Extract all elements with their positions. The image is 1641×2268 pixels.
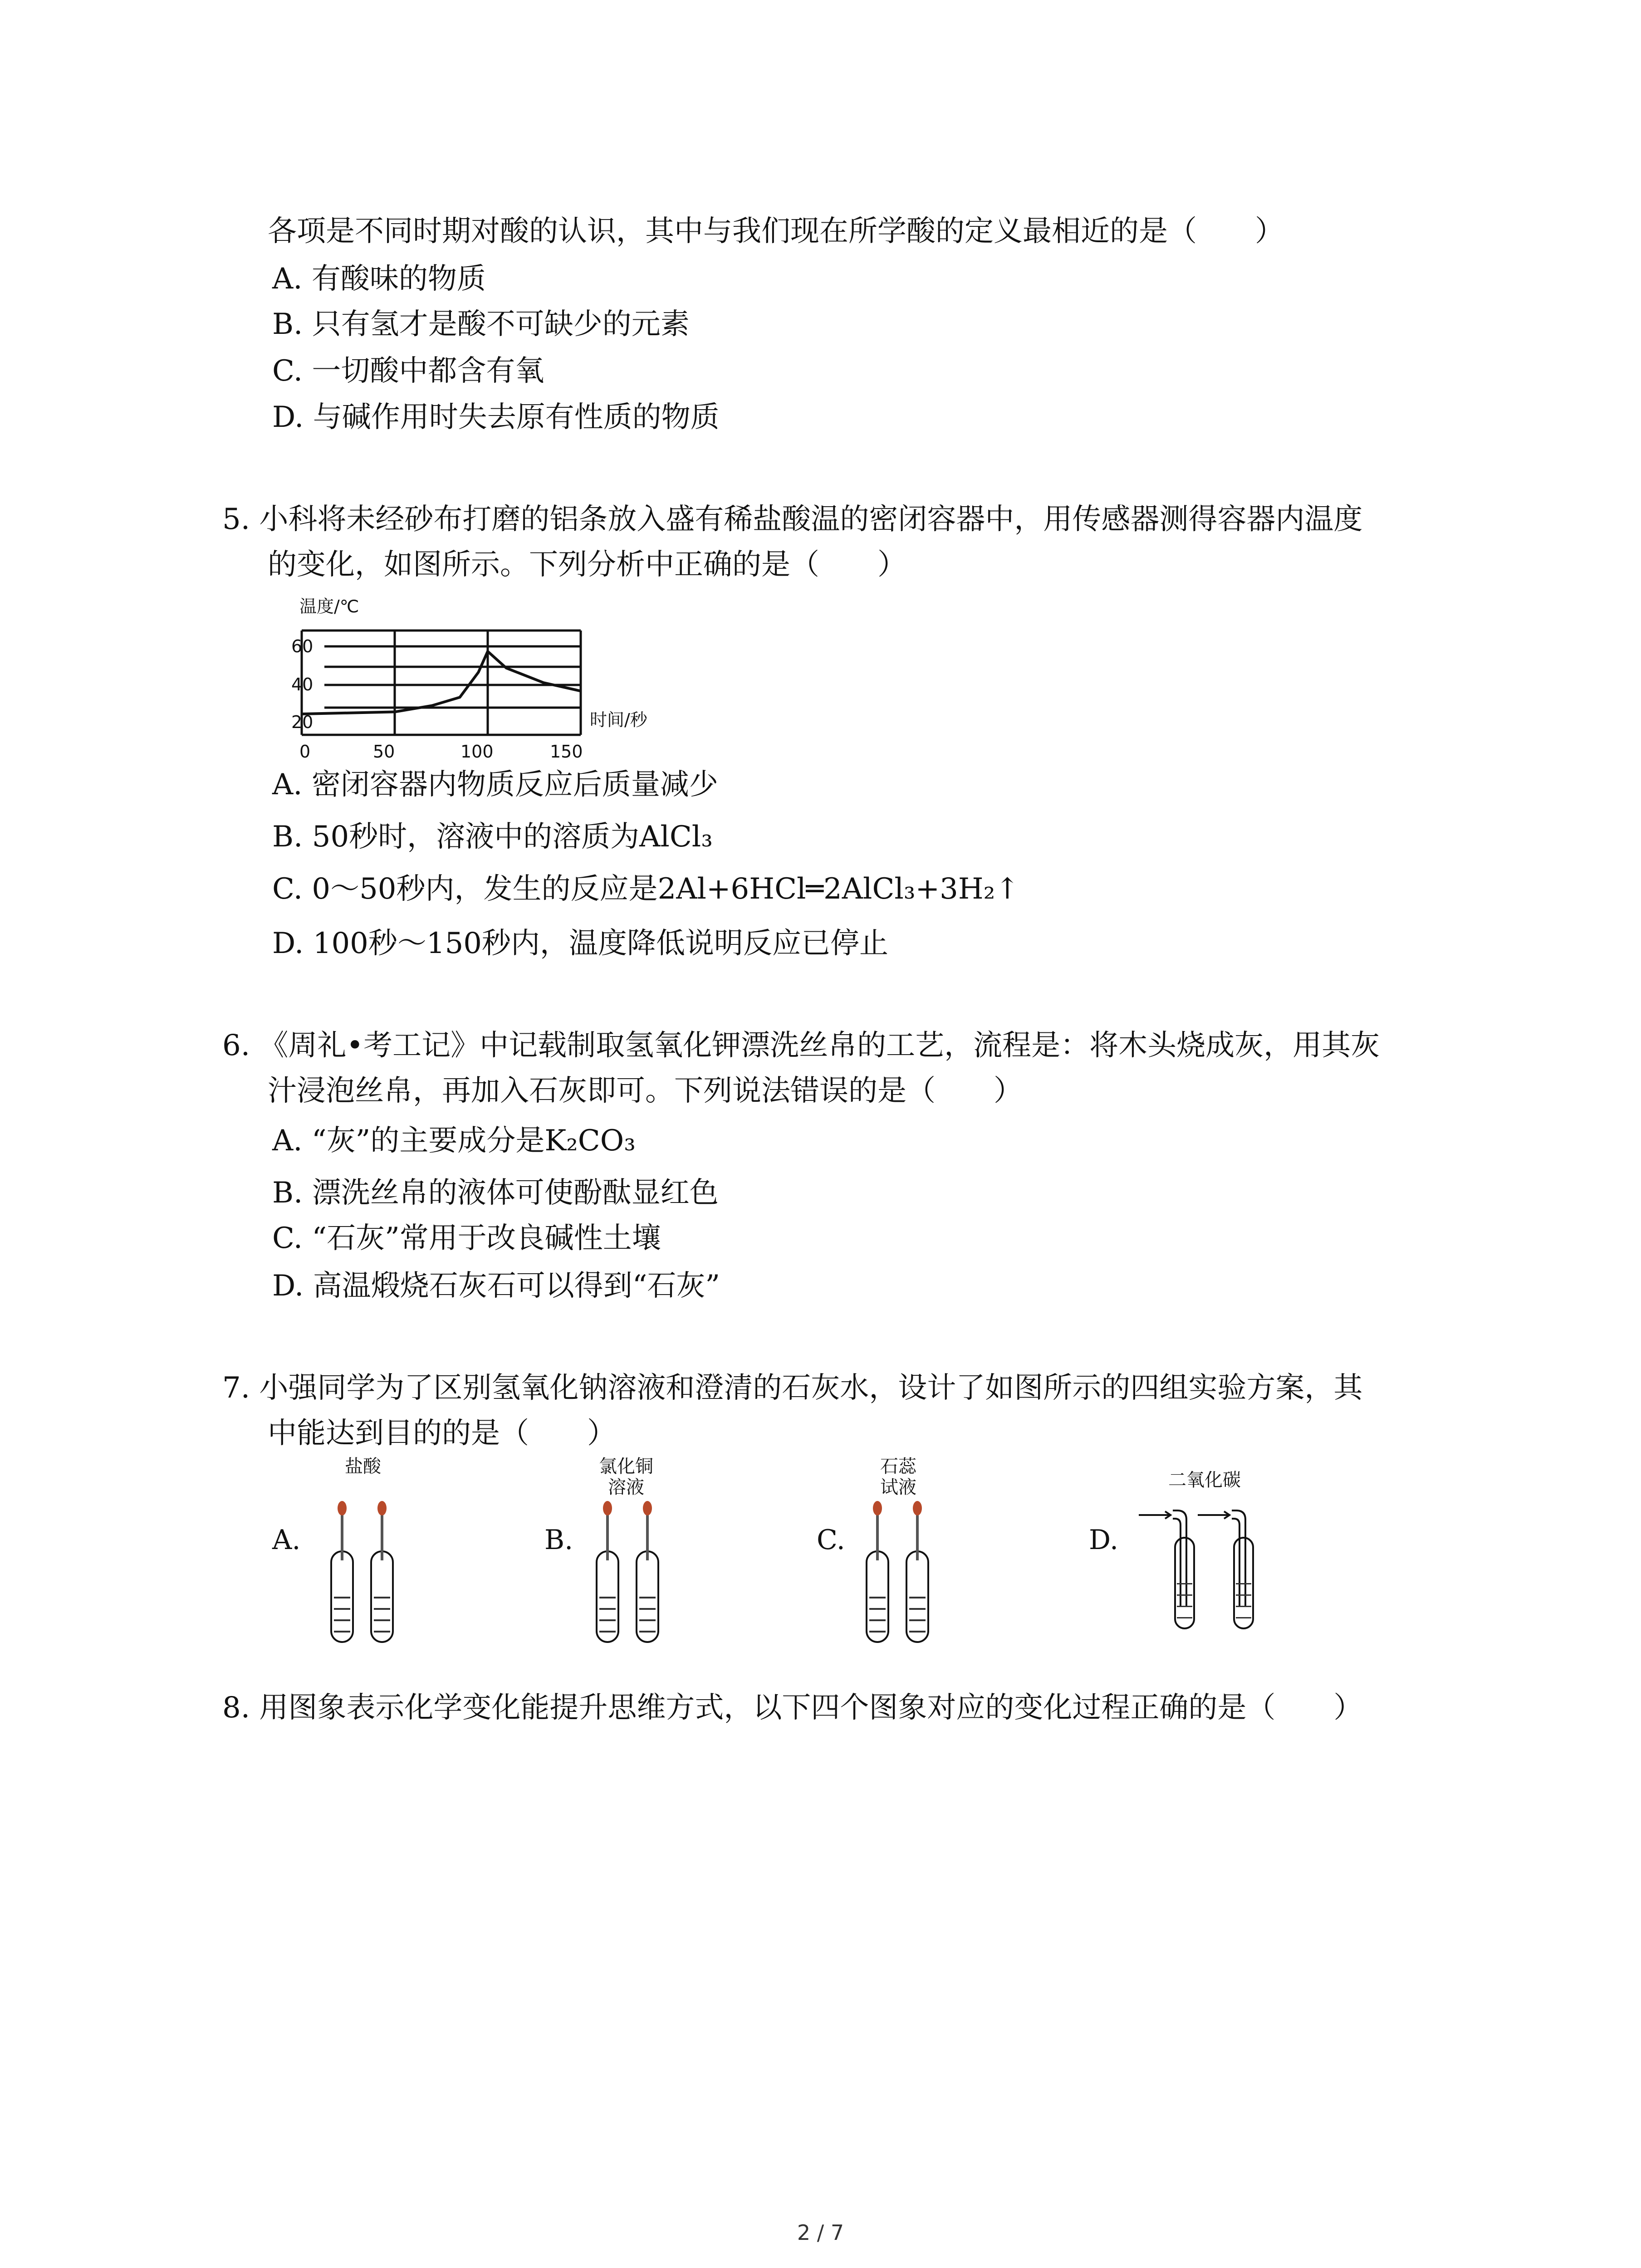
test-tubes-with-droppers-icon [318,1483,408,1651]
co2-gas-tubes-icon [1130,1492,1275,1637]
question-6-stem-line2: 汁浸泡丝帛，再加入石灰即可。下列说法错误的是（ ） [268,1074,1023,1108]
q5-option-d: D. 100秒～150秒内，温度降低说明反应已停止 [272,927,889,960]
q4-option-d: D. 与碱作用时失去原有性质的物质 [272,401,720,434]
test-tubes-with-droppers-icon [583,1483,674,1651]
q7-fig-b-label-1: 氯化铜 [599,1456,653,1477]
q7-fig-c-letter: C. [817,1524,845,1556]
q6-option-c: C. “石灰”常用于改良碱性土壤 [272,1222,661,1255]
question-4-stem: 各项是不同时期对酸的认识，其中与我们现在所学酸的定义最相近的是（ ） [268,215,1284,248]
question-5-stem-line2: 的变化，如图所示。下列分析中正确的是（ ） [268,548,906,582]
chart-ylabel: 温度/℃ [299,596,359,616]
q4-option-c: C. 一切酸中都含有氧 [272,354,544,388]
question-6-stem-line1: 6. 《周礼•考工记》中记载制取氢氧化钾漂洗丝帛的工艺，流程是：将木头烧成灰，用其灰 [222,1029,1380,1062]
y-tick-40: 40 [291,675,314,694]
q7-fig-a-letter: A. [272,1524,301,1556]
q5-option-b: B. 50秒时，溶液中的溶质为AlCl₃ [272,820,713,854]
q7-fig-d-label: 二氧化碳 [1168,1470,1241,1491]
x-tick-100: 100 [460,742,494,762]
y-tick-60: 60 [291,636,314,656]
series-line-temperature [302,651,581,714]
q7-fig-d-letter: D. [1089,1524,1119,1556]
question-7-stem-line2: 中能达到目的的是（ ） [268,1417,616,1450]
chart-xlabel: 时间/秒 [590,710,647,730]
q7-fig-b-letter: B. [544,1524,573,1556]
q7-fig-b-label-2: 溶液 [608,1477,644,1498]
question-7-stem-line1: 7. 小强同学为了区别氢氧化钠溶液和澄清的石灰水，设计了如图所示的四组实验方案，其 [222,1371,1363,1405]
x-tick-50: 50 [373,742,395,762]
temperature-chart [290,590,653,771]
question-8-stem: 8. 用图象表示化学变化能提升思维方式，以下四个图象对应的变化过程正确的是（ ） [222,1691,1363,1725]
q5-option-c: C. 0～50秒内，发生的反应是2Al+6HCl═2AlCl₃+3H₂↑ [272,872,1019,906]
q7-fig-a-label: 盐酸 [345,1456,381,1477]
test-tubes-with-droppers-icon [853,1483,944,1651]
q4-option-b: B. 只有氢才是酸不可缺少的元素 [272,308,690,341]
q5-option-a: A. 密闭容器内物质反应后质量减少 [272,768,718,802]
q4-option-a: A. 有酸味的物质 [272,262,486,296]
y-tick-20: 20 [291,712,314,732]
x-tick-150: 150 [550,742,583,762]
x-tick-0: 0 [299,742,311,762]
question-5-stem-line1: 5. 小科将未经砂布打磨的铝条放入盛有稀盐酸温的密闭容器中，用传感器测得容器内温度 [222,503,1363,536]
q6-option-b: B. 漂洗丝帛的液体可使酚酞显红色 [272,1176,719,1210]
q6-option-a: A. “灰”的主要成分是K₂CO₃ [272,1124,636,1158]
q6-option-d: D. 高温煅烧石灰石可以得到“石灰” [272,1269,720,1303]
page-number: 2 / 7 [797,2220,844,2245]
q7-fig-c-label-1: 石蕊 [880,1456,916,1477]
q7-fig-c-label-2: 试液 [880,1477,916,1498]
